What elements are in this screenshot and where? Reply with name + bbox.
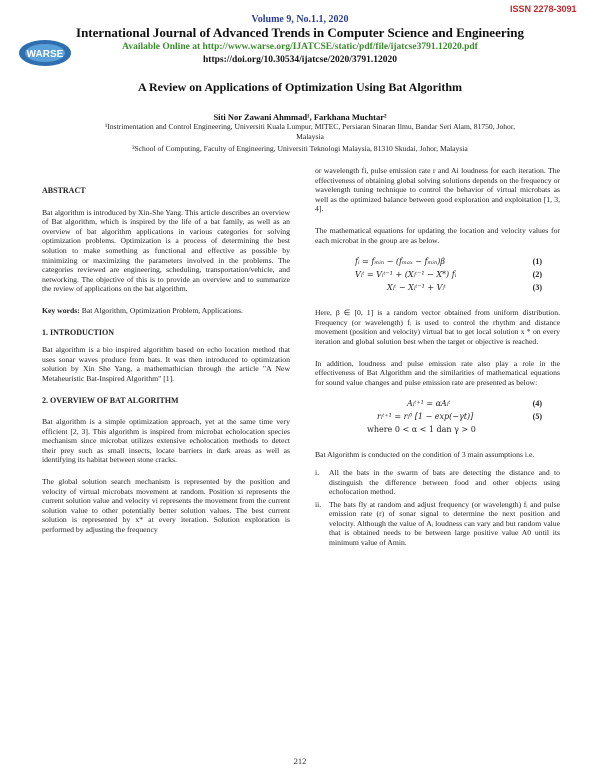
right-column: [315, 166, 560, 551]
equation-3-formula: Xᵢᵗ − Xᵢᵗ⁻¹ + Vᵢᵗ: [387, 283, 446, 293]
affiliation-1: ¹Instrimentation and Control Engineering, Universiti Kuala Lumpur, MITEC, Persiaran Sinaran Ilmu, Bandar Seri Alam, 81750, Johor, Malaysia: [105, 122, 515, 141]
authors: Siti Nor Zawani Ahmmad¹, Farkhana Muchtar²: [213, 112, 387, 122]
volume-label: Volume 9, No.1.1, 2020: [251, 14, 349, 25]
list-item-marker: i.: [315, 467, 320, 477]
right-paragraph-1: or wavelength fi, pulse emission rate r and Ai loudness for each iteration. The effectiveness of obtaining global solving solutions depends on the frequency or wavelength tuning technique to control the behavior of virtual microbats as well as the optimized balance between good exploration and exploitation [1, 3, 4].: [315, 166, 560, 214]
left-column: [42, 186, 290, 535]
list-item-marker: ii.: [315, 499, 322, 509]
introduction-text: Bat algorithm is a bio inspired algorithm based on echo location method that uses sonar waves produce from bats. It was then introduced to optimization solution by Xin She Yang, a mathemathician through the article "A New Metaheuristic Bat-Inspired Algorithm" [1].: [42, 345, 290, 383]
right-paragraph-3: Here, β ∈ [0, 1] is a random vector obtained from uniform distribution. Frequency (or wavelength) fᵢ is used to control the rhythm and distance movement (position and velocity) virtual bat to get local solution x * on every iteration and global solution best when the target or objective is reached.: [315, 308, 560, 346]
equation-5-number: (5): [532, 412, 542, 422]
overview-heading: 2. OVERVIEW OF BAT ALGORITHM: [42, 395, 179, 405]
keywords-label: Key words:: [42, 305, 80, 315]
equation-2-number: (2): [532, 270, 542, 280]
equation-1: [315, 257, 560, 270]
keywords: [42, 306, 290, 316]
equation-2-formula: Vᵢᵗ = Vᵢᵗ⁻¹ + (Xᵢᵗ⁻¹ − X*) fᵢ: [355, 270, 457, 280]
abstract-heading: ABSTRACT: [42, 186, 86, 195]
equation-1-formula: fᵢ = fₘᵢₙ − (fₘₐₓ − fₘᵢₙ)β: [355, 257, 445, 267]
equation-5: [315, 412, 560, 425]
page-number: 212: [293, 756, 307, 766]
introduction-heading: 1. INTRODUCTION: [42, 327, 115, 337]
right-paragraph-2: The mathematical equations for updating the location and velocity values for each microbat in the group are as below.: [315, 225, 560, 245]
equation-5-formula: rᵢᵗ⁺¹ = rᵢ⁰ [1 − exp(−γt)]: [377, 412, 474, 422]
logo-text: WARSE: [26, 49, 64, 60]
equation-4-formula: Aᵢᵗ⁺¹ = αAᵢᵗ: [407, 399, 451, 409]
list-item: [315, 500, 560, 548]
keywords-text: Bat Algorithm, Optimization Problem, Applications.: [79, 305, 243, 315]
right-paragraph-5: Bat Algorithm is conducted on the condition of 3 main assumptions i.e.: [315, 450, 535, 460]
list-item-text: All the bats in the swarm of bats are detecting the distance and to distinguish the difference between food and other objects using echolocation method.: [329, 467, 560, 497]
overview-paragraph-1: Bat algorithm is a simple optimization approach, yet at the same time very efficient [2, 3]. This algorithm is inspired from microbat echolocation species mechanism since microbat utilizes extensive echolocation methods to detect their prey such as small insects, locate barriers in dark areas as well as identifying its habitat between stone cracks.: [42, 417, 290, 465]
equation-4-number: (4): [532, 399, 542, 409]
paper-title: A Review on Applications of Optimization Using Bat Algorithm: [137, 80, 463, 94]
equation-3-number: (3): [532, 283, 542, 293]
issn-label: ISSN 2278-3091: [510, 4, 577, 14]
equation-1-number: (1): [532, 257, 542, 267]
equation-4: [315, 399, 560, 412]
equation-where: [315, 425, 560, 438]
right-paragraph-4: In addition, loudness and pulse emission rate also play a role in the effectiveness of Bat Algorithm and the similarities of mathematical equations for sound value changes and pulse emission rate are presented as below:: [315, 358, 560, 387]
assumption-list: [315, 468, 560, 548]
overview-paragraph-2: The global solution search mechanism is represented by the position and velocity of virtual microbats movement at random. Position xi represents the current solution value and velocity vi represents the movement from the current solution value to other potentially better solution values. The best current solution is represented by x* at every iteration. Solution exploration is performed by adjusting the frequency: [42, 477, 290, 535]
affiliation-2: ²School of Computing, Faculty of Engineering, Universiti Teknologi Malaysia, 81310 Skudai, Johor, Malaysia: [132, 144, 468, 153]
list-item: [315, 468, 560, 497]
abstract-text: Bat algorithm is introduced by Xin-She Yang. This article describes an overview of Bat algorithm, which is inspired by the life of a bat family, as well as an overview of bat algorithm applications in various categories for solving optimization problems. Optimization is a process of determining the best solution to make something as functional and effective as possible by minimizing or maximizing the parameters involved in the problems. The categories reviewed are engineering, scheduling, transportation/vehicle, and networking. The objective of this is to provide an overview and to summarize the review of applications on the bat algorithm.: [42, 207, 290, 294]
equation-3: [315, 283, 560, 296]
equation-where-text: where 0 < α < 1 dan γ > 0: [367, 425, 476, 435]
list-item-text: The bats fly at random and adjust frequency (or wavelength) fᵢ and pulse emission rate (r) of sonar signal to determine the next position and velocity. Although the value of Aᵢ loudness can vary and but random value that is obtained needs to be between large positive value A0 until its minimum value of Amin.: [329, 499, 560, 548]
doi-link[interactable]: https://doi.org/10.30534/ijatcse/2020/3791.12020: [203, 55, 397, 65]
equation-2: [315, 270, 560, 283]
available-online-link[interactable]: Available Online at http://www.warse.org/IJATCSE/static/pdf/file/ijatcse3791.12020.pdf: [122, 42, 478, 52]
journal-title: International Journal of Advanced Trends in Computer Science and Engineering: [76, 25, 524, 40]
